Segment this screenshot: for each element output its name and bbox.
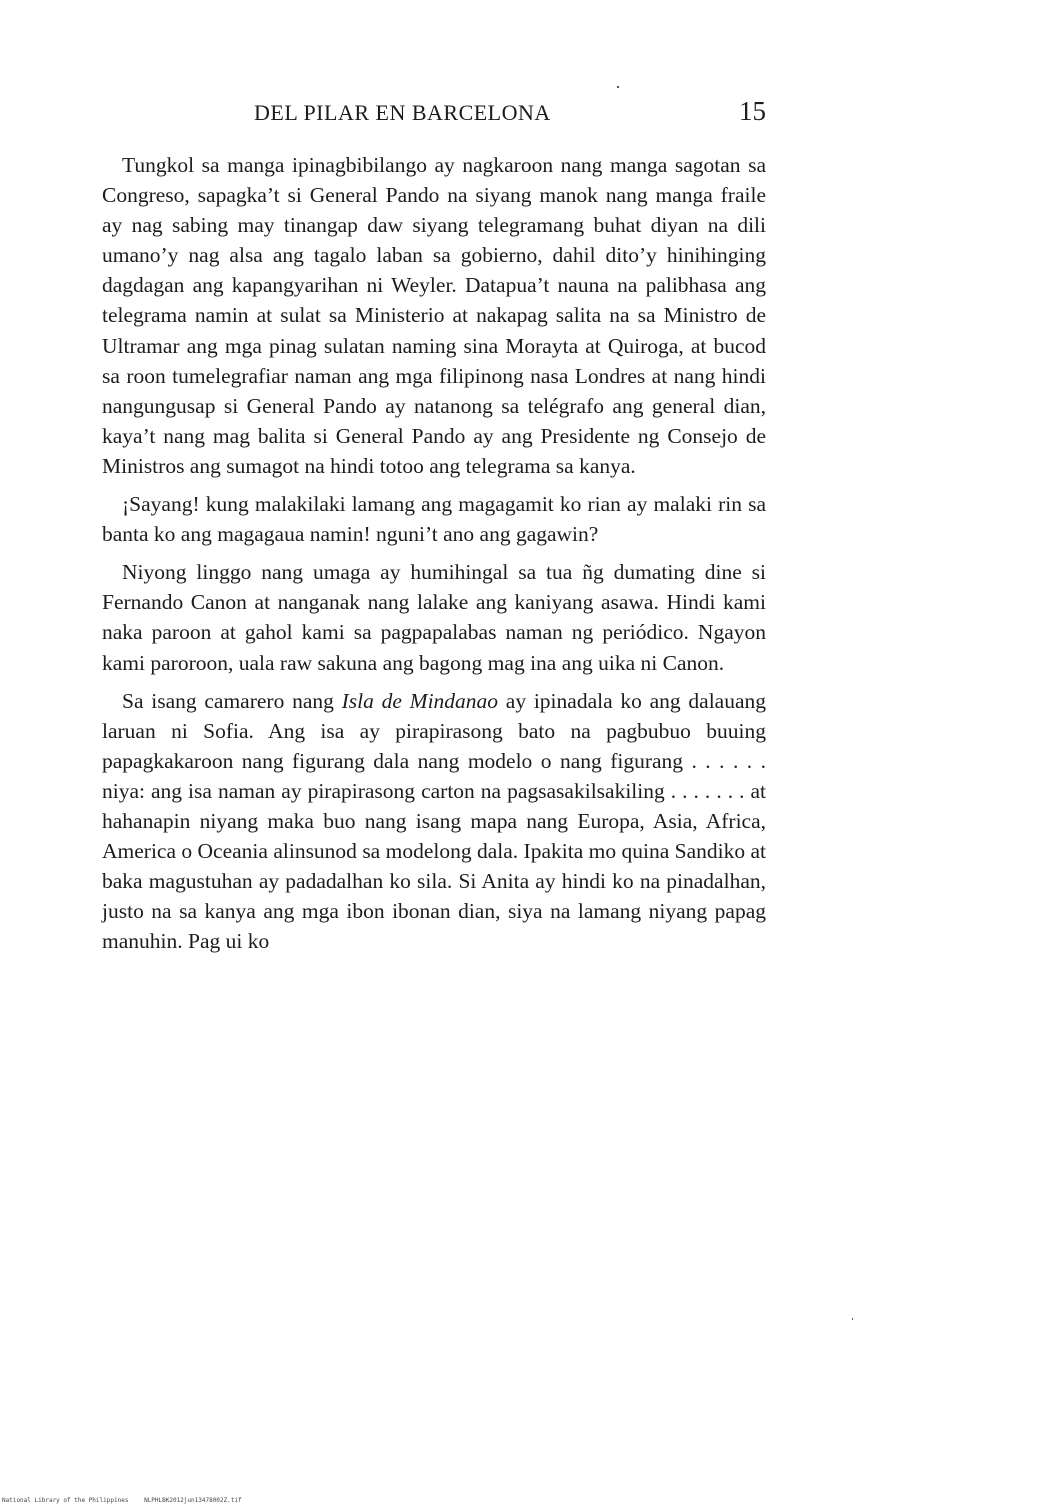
body-text <box>102 150 766 964</box>
ship-name: Isla de Mindanao <box>341 688 499 713</box>
scan-speck <box>617 86 619 88</box>
paragraph-4-end: ay ipinadala ko ang dalauang laruan ni Sofia. Ang isa ay pirapirasong bato na pagbubuo buuing papagkakaroon nang figurang dala nang modelo o nang figurang . . . . . . niya: ang isa naman ay pirapirasong carton na pagsasakilsakiling . . . . . . . at hahanapin niyang maka buo nang isang mapa nang Europa, Asia, Africa, America o Oceania alinsunod sa modelong dala. Ipakita mo quina Sandiko at baka magustuhan ay padadalhan ko sila. Si Anita ay hindi ko na pinadalhan, justo na sa kanya ang mga ibon ibonan dian, siya na lamang niyang papag manuhin. Pag ui ko <box>102 688 766 954</box>
paragraph-4-start: Sa isang camarero nang <box>122 688 342 713</box>
paragraph-3: Niyong linggo nang umaga ay humihingal sa tua ñg dumating dine si Fernando Canon at nanganak nang lalake ang kaniyang asawa. Hindi kami naka paroon at gahol kami sa pagpapalabas naman ng periódico. Ngayon kami paroroon, uala raw sakuna ang bagong mag ina ang uika ni Canon. <box>102 560 766 675</box>
paragraph-1: Tungkol sa manga ipinagbibilango ay nagkaroon nang manga sagotan sa Congreso, sapagka’t si General Pando na siyang manok nang manga fraile ay nag sabing may tinangap daw siyang telegramang buhat diyan na dili umano’y nag alsa ang tagalo laban sa gobierno, dahil dito’y hinihinging dagdagan ang kapangyarihan ni Weyler. Datapua’t nauna na palibhasa ang telegrama namin at sulat sa Ministerio at nakapag salita na sa Ministro de Ultramar ang mga pinag sulatan naming sina Morayta at Quiroga, at bucod sa roon tumelegrafiar naman ang mga filipinong nasa Londres at nang hindi nangungusap si General Pando ay natanong sa telégrafo ang general dian, kaya’t nang mag balita si General Pando ay ang Presidente ng Consejo de Ministros ang sumagot na hindi totoo ang telegrama sa kanya. <box>102 153 766 478</box>
scan-speck <box>852 1318 853 1320</box>
scan-footer <box>2 1497 254 1504</box>
paragraph-4 <box>102 686 766 957</box>
running-title: DEL PILAR EN BARCELONA <box>254 100 551 125</box>
footer-file-id: NLPHLBK2012jun13478002Z.tif <box>144 1497 242 1504</box>
footer-library: National Library of the Philippines <box>2 1497 129 1504</box>
page-number: 15 <box>739 96 766 126</box>
running-head <box>102 96 766 130</box>
paragraph-2: ¡Sayang! kung malakilaki lamang ang magagamit ko rian ay malaki rin sa banta ko ang magagaua namin! nguni’t ano ang gagawin? <box>102 492 766 547</box>
